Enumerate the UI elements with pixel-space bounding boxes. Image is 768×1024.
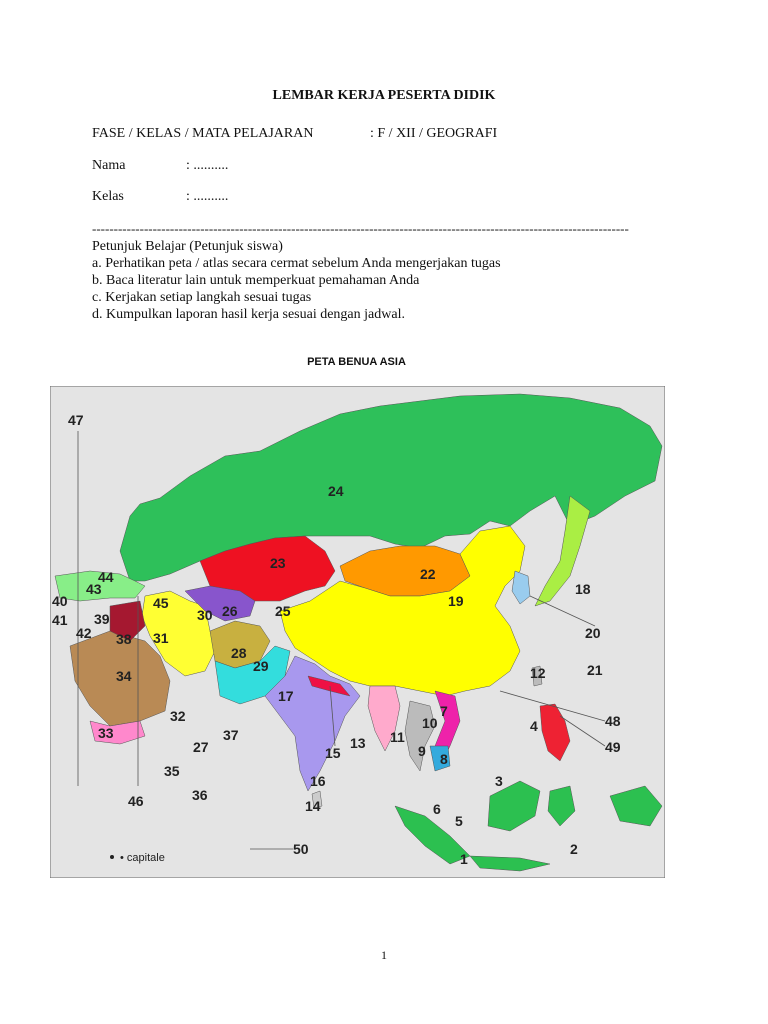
separator-line: ----------------------------------------------------------------------------------------------------------------------------: [92, 221, 629, 236]
map-label-44: 44: [98, 569, 114, 585]
map-label-13: 13: [350, 735, 366, 751]
map-label-2: 2: [570, 841, 578, 857]
map-label-18: 18: [575, 581, 591, 597]
nama-value: : ..........: [186, 158, 229, 173]
map-label-21: 21: [587, 662, 603, 678]
map-label-24: 24: [328, 483, 344, 499]
map-label-6: 6: [433, 801, 441, 817]
worksheet-title: LEMBAR KERJA PESERTA DIDIK: [272, 88, 496, 103]
map-label-16: 16: [310, 773, 326, 789]
map-label-46: 46: [128, 793, 144, 809]
map-label-19: 19: [448, 593, 464, 609]
map-label-1: 1: [460, 851, 468, 867]
map-label-42: 42: [76, 625, 92, 641]
map-label-28: 28: [231, 645, 247, 661]
map-label-40: 40: [52, 593, 68, 609]
map-label-31: 31: [153, 630, 169, 646]
map-label-36: 36: [192, 787, 208, 803]
map-label-3: 3: [495, 773, 503, 789]
map-label-33: 33: [98, 725, 114, 741]
page-number: 1: [381, 948, 387, 962]
map-label-15: 15: [325, 745, 341, 761]
map-label-12: 12: [530, 665, 546, 681]
map-label-4: 4: [530, 718, 538, 734]
map-label-41: 41: [52, 612, 68, 628]
map-label-39: 39: [94, 611, 110, 627]
map-label-17: 17: [278, 688, 294, 704]
map-label-27: 27: [193, 739, 209, 755]
kelas-label: Kelas: [92, 189, 124, 204]
map-label-35: 35: [164, 763, 180, 779]
map-label-38: 38: [116, 631, 132, 647]
map-label-32: 32: [170, 708, 186, 724]
map-label-47: 47: [68, 412, 84, 428]
fase-label: FASE / KELAS / MATA PELAJARAN: [92, 126, 314, 141]
instruction-item-c: c. Kerjakan setiap langkah sesuai tugas: [92, 290, 312, 305]
map-label-5: 5: [455, 813, 463, 829]
map-label-26: 26: [222, 603, 238, 619]
nama-label: Nama: [92, 158, 126, 173]
map-label-45: 45: [153, 595, 169, 611]
instruction-item-d: d. Kumpulkan laporan hasil kerja sesuai dengan jadwal.: [92, 307, 405, 322]
map-legend: • capitale: [120, 852, 165, 864]
map-label-23: 23: [270, 555, 286, 571]
map-label-48: 48: [605, 713, 621, 729]
instruction-item-a: a. Perhatikan peta / atlas secara cermat sebelum Anda mengerjakan tugas: [92, 256, 501, 271]
map-label-30: 30: [197, 607, 213, 623]
capital-dot-icon: [110, 855, 114, 859]
instruction-item-b: b. Baca literatur lain untuk memperkuat pemahaman Anda: [92, 273, 420, 288]
map-label-34: 34: [116, 668, 132, 684]
map-label-22: 22: [420, 566, 436, 582]
asia-political-map: [50, 386, 665, 878]
kelas-value: : ..........: [186, 189, 229, 204]
map-label-10: 10: [422, 715, 438, 731]
map-label-11: 11: [390, 729, 405, 745]
map-label-50: 50: [293, 841, 309, 857]
fase-value: : F / XII / GEOGRAFI: [370, 126, 498, 141]
map-label-7: 7: [440, 703, 448, 719]
map-label-9: 9: [418, 743, 426, 759]
map-label-20: 20: [585, 625, 601, 641]
map-label-8: 8: [440, 751, 448, 767]
map-label-29: 29: [253, 658, 269, 674]
map-label-43: 43: [86, 581, 102, 597]
map-label-25: 25: [275, 603, 291, 619]
instructions-heading: Petunjuk Belajar (Petunjuk siswa): [92, 239, 283, 254]
map-label-14: 14: [305, 798, 321, 814]
map-label-49: 49: [605, 739, 621, 755]
map-caption: PETA BENUA ASIA: [307, 356, 406, 368]
map-label-37: 37: [223, 727, 239, 743]
